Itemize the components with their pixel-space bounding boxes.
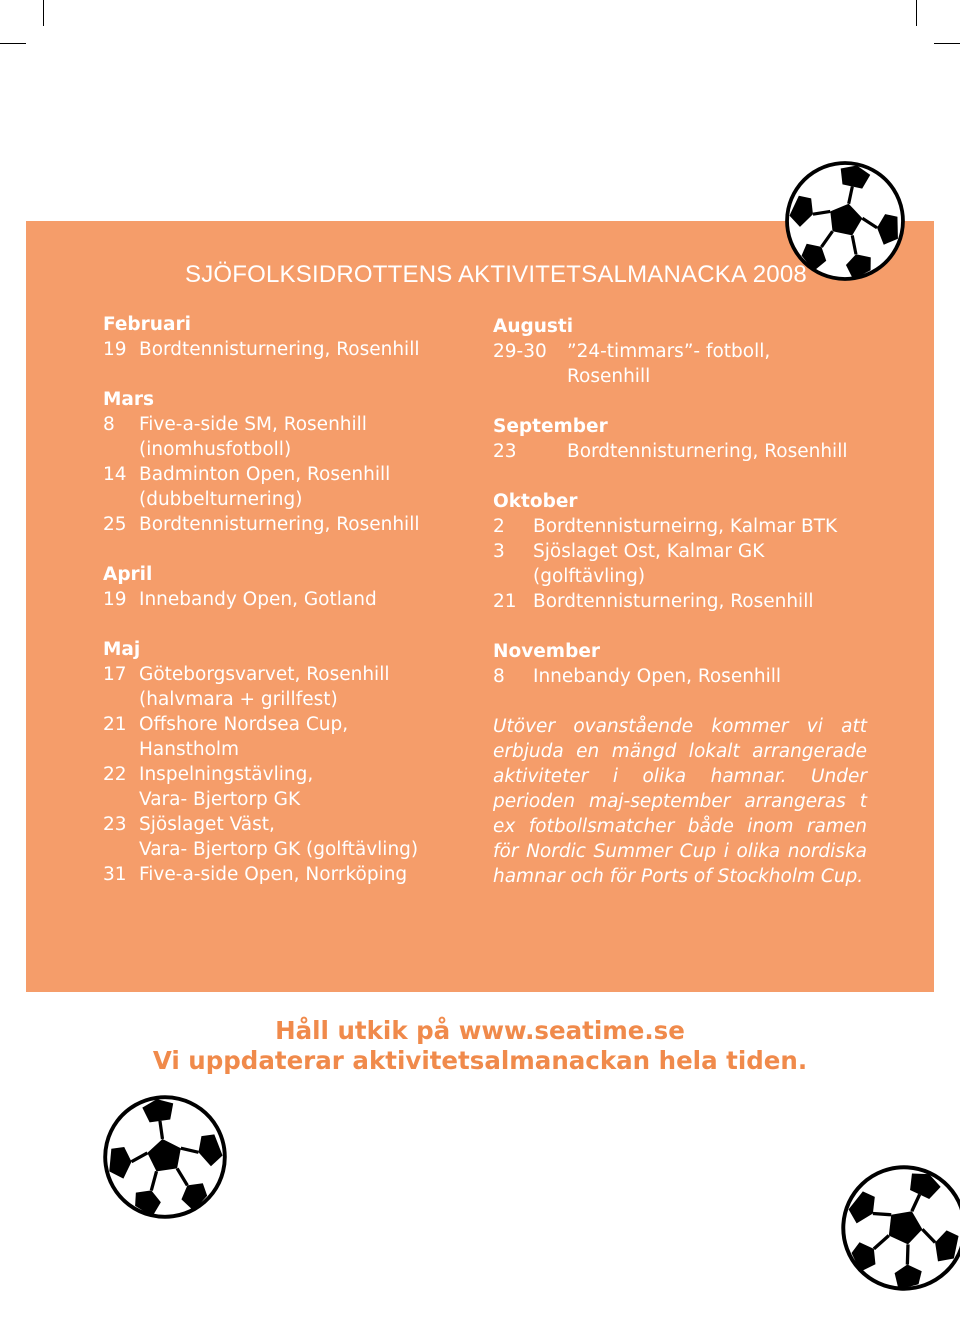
event-text: Hanstholm (139, 739, 240, 760)
event-text: Innebandy Open, Rosenhill (533, 666, 782, 687)
event-row (103, 762, 473, 787)
month-heading: September (493, 416, 608, 437)
event-row (493, 589, 873, 614)
event-row (103, 837, 473, 862)
event-row (103, 712, 473, 737)
event-text: Offshore Nordsea Cup, (139, 714, 349, 735)
soccer-ball-icon (100, 1092, 230, 1222)
event-day: 21 (493, 591, 517, 612)
event-row (103, 862, 473, 887)
event-text: (dubbelturnering) (139, 489, 303, 510)
event-day (103, 787, 139, 812)
event-day: 19 (103, 339, 127, 360)
month-heading: Mars (103, 389, 155, 410)
event-row (103, 662, 473, 687)
event-text: Bordtennisturnering, Rosenhill (139, 514, 420, 535)
event-text: Vara- Bjertorp GK (golftävling) (139, 839, 419, 860)
event-row (493, 364, 873, 389)
event-day: 21 (103, 714, 127, 735)
event-day: 19 (103, 589, 127, 610)
event-text: Rosenhill (567, 366, 651, 387)
event-day: 3 (493, 541, 505, 562)
event-text: Bordtennisturnering, Rosenhill (533, 591, 814, 612)
event-row (493, 514, 873, 539)
event-text: (golftävling) (533, 566, 646, 587)
footer-website-line: Håll utkik på www.seatime.se (275, 1016, 685, 1045)
crop-mark-icon (0, 43, 26, 44)
event-day: 22 (103, 764, 127, 785)
month-section (103, 312, 473, 362)
event-row (103, 437, 473, 462)
event-row (493, 539, 873, 564)
month-section (493, 314, 873, 389)
event-row (103, 812, 473, 837)
event-text: Five-a-side Open, Norrköping (139, 864, 408, 885)
soccer-ball-icon (838, 1162, 960, 1294)
event-day: 17 (103, 664, 127, 685)
event-row (493, 339, 873, 364)
event-day (493, 364, 567, 389)
activities-note: Utöver ovanstående kommer vi att erbjuda en mängd lokalt arrangerade aktiviteter i olika hamnar. Under perioden maj-september arrangeras t ex fotbollsmatcher både inom ramen för Nordic Summer Cup i olika nordiska hamnar och för Ports of Stockholm Cup. (493, 716, 867, 887)
event-day (103, 687, 139, 712)
event-day: 23 (493, 441, 517, 462)
event-text: Göteborgsvarvet, Rosenhill (139, 664, 390, 685)
event-row (103, 512, 473, 537)
event-text: Badminton Open, Rosenhill (139, 464, 391, 485)
event-day (103, 437, 139, 462)
event-text: Five-a-side SM, Rosenhill (139, 414, 367, 435)
event-row (493, 664, 873, 689)
right-column (493, 314, 873, 889)
month-heading: November (493, 641, 600, 662)
event-row (103, 737, 473, 762)
month-heading: Augusti (493, 316, 574, 337)
event-day: 25 (103, 514, 127, 535)
month-section (493, 414, 873, 464)
soccer-ball-icon (782, 158, 908, 284)
event-row (103, 462, 473, 487)
crop-mark-icon (934, 43, 960, 44)
event-day (103, 837, 139, 862)
event-day: 2 (493, 516, 505, 537)
crop-mark-icon (916, 0, 917, 26)
event-day: 23 (103, 814, 127, 835)
event-text: ”24-timmars”- fotboll, (567, 341, 771, 362)
event-text: Bordtennisturneirng, Kalmar BTK (533, 516, 838, 537)
month-heading: April (103, 564, 153, 585)
month-section (103, 562, 473, 612)
event-row (493, 564, 873, 589)
event-day: 14 (103, 464, 127, 485)
event-day (103, 487, 139, 512)
crop-mark-icon (43, 0, 44, 26)
month-section (103, 637, 473, 887)
event-text: Vara- Bjertorp GK (139, 789, 301, 810)
month-heading: Maj (103, 639, 141, 660)
left-column (103, 312, 473, 912)
event-day (103, 737, 139, 762)
event-text: Sjöslaget Väst, (139, 814, 275, 835)
page-title: SJÖFOLKSIDROTTENS AKTIVITETSALMANACKA 2008 (185, 261, 807, 288)
event-day: 29-30 (493, 341, 547, 362)
event-text: Innebandy Open, Gotland (139, 589, 377, 610)
event-text: Bordtennisturnering, Rosenhill (139, 339, 420, 360)
event-row (103, 687, 473, 712)
event-row (103, 787, 473, 812)
event-day: 8 (103, 414, 115, 435)
event-day: 8 (493, 666, 505, 687)
event-row (103, 337, 473, 362)
month-heading: Februari (103, 314, 191, 335)
footer (0, 1016, 960, 1076)
event-day (493, 564, 533, 589)
event-text: Inspelningstävling, (139, 764, 314, 785)
event-row (103, 412, 473, 437)
month-section (103, 387, 473, 537)
event-row (103, 587, 473, 612)
event-text: (halvmara + grillfest) (139, 689, 338, 710)
event-day: 31 (103, 864, 127, 885)
event-row (103, 487, 473, 512)
event-text: Sjöslaget Ost, Kalmar GK (533, 541, 765, 562)
month-heading: Oktober (493, 491, 578, 512)
event-text: (inomhusfotboll) (139, 439, 292, 460)
footer-update-line: Vi uppdaterar aktivitetsalmanackan hela tiden. (152, 1046, 808, 1075)
month-section (493, 639, 873, 689)
event-text: Bordtennisturnering, Rosenhill (567, 441, 848, 462)
event-row (493, 439, 873, 464)
month-section (493, 489, 873, 614)
